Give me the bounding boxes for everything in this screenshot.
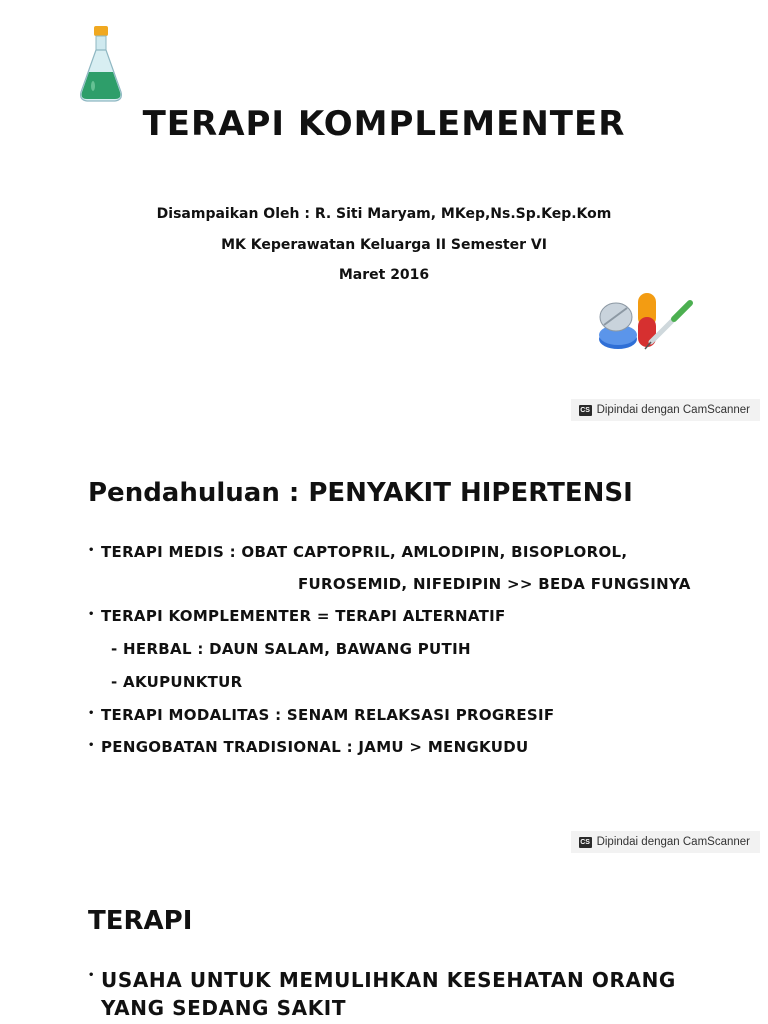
list-item: - AKUPUNKTUR (111, 673, 243, 691)
camscanner-label: Dipindai dengan CamScanner (596, 404, 750, 416)
list-item: TERAPI MEDIS : OBAT CAPTOPRIL, AMLODIPIN, BISOPLOROL, (101, 543, 628, 561)
bullet-icon: • (88, 708, 95, 719)
course-line: MK Keperawatan Keluarga II Semester VI (221, 237, 547, 253)
bullet-icon: • (88, 740, 95, 751)
date-line: Maret 2016 (338, 267, 430, 283)
terapi-heading: TERAPI (88, 906, 193, 936)
camscanner-logo-icon: CS (580, 838, 590, 846)
presenter-line: Disampaikan Oleh : R. Siti Maryam, MKep,Ns.Sp.Kep.Kom (156, 206, 612, 222)
flask-icon (75, 24, 127, 104)
list-item: - HERBAL : DAUN SALAM, BAWANG PUTIH (111, 640, 471, 658)
camscanner-logo-icon: CS (580, 406, 590, 414)
list-item: PENGOBATAN TRADISIONAL : JAMU > MENGKUDU (101, 738, 529, 756)
bullet-icon: • (88, 545, 95, 556)
list-item: TERAPI MODALITAS : SENAM RELAKSASI PROGRESIF (101, 706, 555, 724)
camscanner-badge (571, 399, 760, 421)
slide-title: TERAPI KOMPLEMENTER (142, 104, 626, 144)
bullet-icon: • (88, 609, 95, 620)
intro-heading: Pendahuluan : PENYAKIT HIPERTENSI (88, 478, 633, 508)
list-item: TERAPI KOMPLEMENTER = TERAPI ALTERNATIF (101, 607, 506, 625)
list-item: YANG SEDANG SAKIT (101, 996, 347, 1020)
bullet-icon: • (88, 970, 95, 981)
camscanner-badge (571, 831, 760, 853)
camscanner-label: Dipindai dengan CamScanner (596, 836, 750, 848)
pills-syringe-icon (596, 287, 698, 357)
list-item: FUROSEMID, NIFEDIPIN >> BEDA FUNGSINYA (298, 575, 691, 593)
list-item: USAHA UNTUK MEMULIHKAN KESEHATAN ORANG (101, 968, 676, 992)
title-slide (0, 0, 768, 430)
